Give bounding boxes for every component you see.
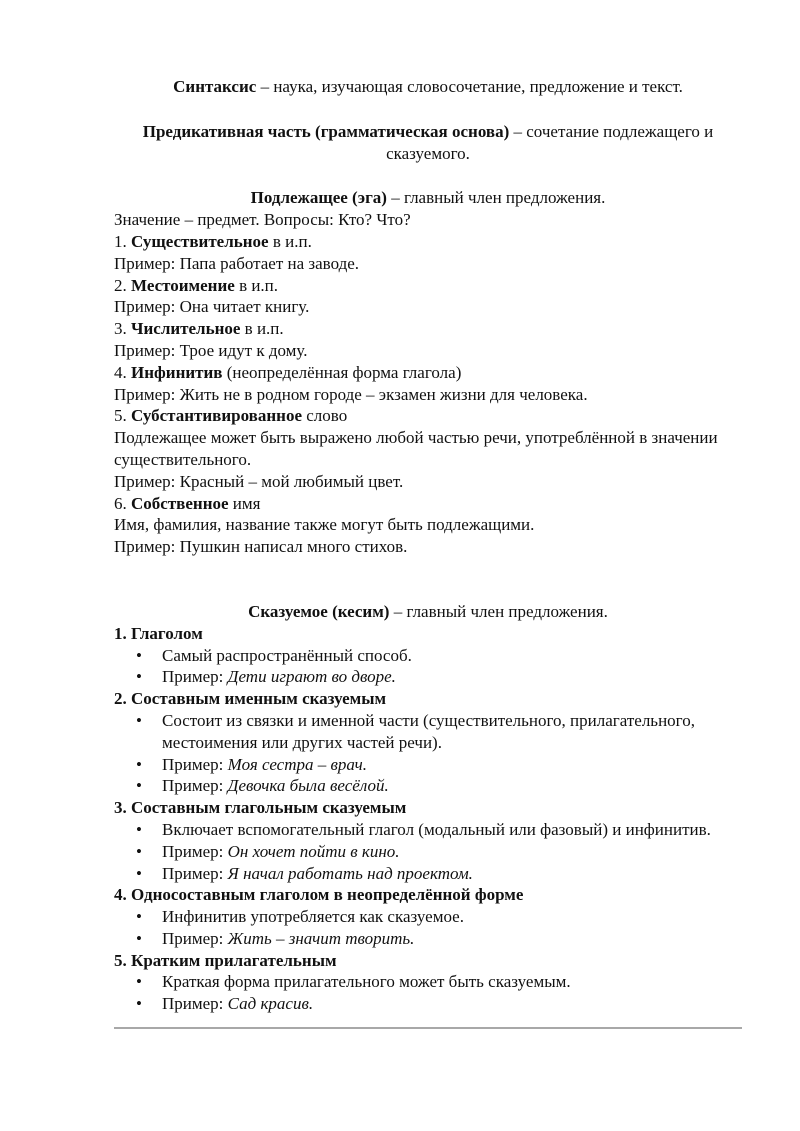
subject-item-title — [114, 231, 742, 253]
predicate-section-title — [114, 884, 742, 906]
predicate-section-title-text: 5. Кратким прилагательным — [114, 950, 337, 970]
subject-item-rest: слово — [302, 406, 348, 426]
predicate-section-title — [114, 797, 742, 819]
predicate-bullet-list — [114, 819, 742, 884]
bullet-example: Жить – значит творить. — [227, 928, 415, 948]
bullet-example: Девочка была весёлой. — [227, 776, 389, 796]
subject-item-rest: имя — [228, 493, 261, 513]
bullet-text: Пример: — [162, 776, 228, 796]
subject-heading — [114, 187, 742, 209]
bullet-text: Пример: — [162, 841, 228, 861]
subject-item-term: Числительное — [131, 319, 241, 339]
subject-item-title — [114, 318, 742, 340]
subject-item-number: 1. — [114, 231, 131, 251]
predicative-term: Предикативная часть (грамматическая основа) — [142, 121, 510, 141]
subject-item-number: 2. — [114, 275, 131, 295]
predicate-section-title — [114, 950, 742, 972]
bullet-text: Краткая форма прилагательного может быть сказуемым. — [162, 972, 571, 992]
bullet-example: Сад красив. — [227, 994, 314, 1014]
document-content — [114, 76, 742, 1015]
bullet-text: Пример: — [162, 863, 228, 883]
subject-item-title — [114, 362, 742, 384]
predicate-bullet-item — [114, 645, 742, 667]
subject-item-rest: в и.п. — [268, 231, 312, 251]
predicate-bullet-item — [114, 666, 742, 688]
predicate-bullet-list — [114, 645, 742, 689]
subject-item-example: Пример: Она читает книгу. — [114, 297, 310, 317]
subject-heading-def: – главный член предложения. — [386, 188, 606, 208]
subject-item-rest: в и.п. — [240, 319, 284, 339]
subject-item-term: Собственное — [131, 493, 229, 513]
bullet-text: Состоит из связки и именной части (существительного, прилагательного, местоимения или других частей речи). — [162, 710, 695, 752]
subject-item-title — [114, 493, 742, 515]
syntax-def-text: – наука, изучающая словосочетание, предложение и текст. — [256, 77, 683, 96]
subject-item-number: 3. — [114, 319, 131, 339]
subject-item-note: Имя, фамилия, название также могут быть подлежащими. — [114, 515, 535, 535]
predicate-section-title — [114, 623, 742, 645]
subject-item-term: Инфинитив — [131, 362, 223, 382]
bullet-example: Моя сестра – врач. — [227, 754, 367, 774]
subject-item-number: 5. — [114, 406, 131, 426]
predicate-bullet-list — [114, 710, 742, 797]
bullet-text: Пример: — [162, 928, 228, 948]
bullet-text: Пример: — [162, 994, 228, 1014]
predicate-bullet-item — [114, 841, 742, 863]
subject-meaning: Значение – предмет. Вопросы: Кто? Что? — [114, 210, 411, 230]
subject-item-example: Пример: Жить не в родном городе – экзамен жизни для человека. — [114, 384, 588, 404]
subject-item-number: 4. — [114, 362, 131, 382]
predicate-section-title-text: 3. Составным глагольным сказуемым — [114, 798, 407, 818]
predicate-bullet-item — [114, 754, 742, 776]
predicate-bullet-item — [114, 775, 742, 797]
subject-item-title — [114, 275, 742, 297]
subject-item-rest: в и.п. — [234, 275, 279, 295]
predicate-bullet-list — [114, 971, 742, 1015]
predicate-heading-term: Сказуемое (кесим) — [248, 601, 390, 621]
subject-item-example: Пример: Трое идут к дому. — [114, 340, 308, 360]
subject-item-term: Субстантивированное — [131, 406, 302, 426]
bullet-example: Он хочет пойти в кино. — [227, 841, 400, 861]
bullet-example: Дети играют во дворе. — [227, 667, 396, 687]
predicate-bullet-item — [114, 993, 742, 1015]
predicate-section-title-text: 4. Односоставным глаголом в неопределённой форме — [114, 885, 524, 905]
predicative-def-text: – сочетание подлежащего и сказуемого. — [386, 121, 714, 163]
predicate-heading — [114, 601, 742, 623]
predicate-bullet-item — [114, 710, 742, 754]
predicate-bullet-item — [114, 819, 742, 841]
bullet-text: Пример: — [162, 754, 228, 774]
predicate-bullet-list — [114, 906, 742, 950]
predicate-bullet-item — [114, 928, 742, 950]
bullet-text: Самый распространённый способ. — [162, 645, 412, 665]
predicate-section-title-text: 1. Глаголом — [114, 623, 203, 643]
subject-item-number: 6. — [114, 493, 131, 513]
syntax-term: Синтаксис — [173, 77, 257, 96]
subject-item-rest: (неопределённая форма глагола) — [222, 362, 462, 382]
predicate-section-title — [114, 688, 742, 710]
predicative-definition — [114, 121, 742, 165]
bullet-example: Я начал работать над проектом. — [227, 863, 473, 883]
predicate-heading-def: – главный член предложения. — [389, 601, 608, 621]
subject-item-term: Существительное — [131, 231, 269, 251]
subject-item-title — [114, 405, 742, 427]
predicate-bullet-item — [114, 863, 742, 885]
predicate-sections — [114, 623, 742, 1015]
subject-item-example: Пример: Папа работает на заводе. — [114, 253, 360, 273]
subject-item-example: Пример: Пушкин написал много стихов. — [114, 537, 408, 557]
subject-heading-term: Подлежащее (эга) — [250, 188, 387, 208]
predicate-section-title-text: 2. Составным именным сказуемым — [114, 689, 387, 709]
bullet-text: Пример: — [162, 667, 228, 687]
subject-item-term: Местоимение — [131, 275, 235, 295]
bottom-divider — [114, 1027, 742, 1029]
subject-item-note: Подлежащее может быть выражено любой частью речи, употреблённой в значении существительного. — [114, 428, 718, 469]
bullet-text: Включает вспомогательный глагол (модальный или фазовый) и инфинитив. — [162, 819, 711, 839]
predicate-bullet-item — [114, 971, 742, 993]
bullet-text: Инфинитив употребляется как сказуемое. — [162, 907, 464, 927]
subject-item-example: Пример: Красный – мой любимый цвет. — [114, 471, 404, 491]
subject-list — [114, 231, 742, 558]
predicate-bullet-item — [114, 906, 742, 928]
syntax-definition — [114, 76, 742, 98]
